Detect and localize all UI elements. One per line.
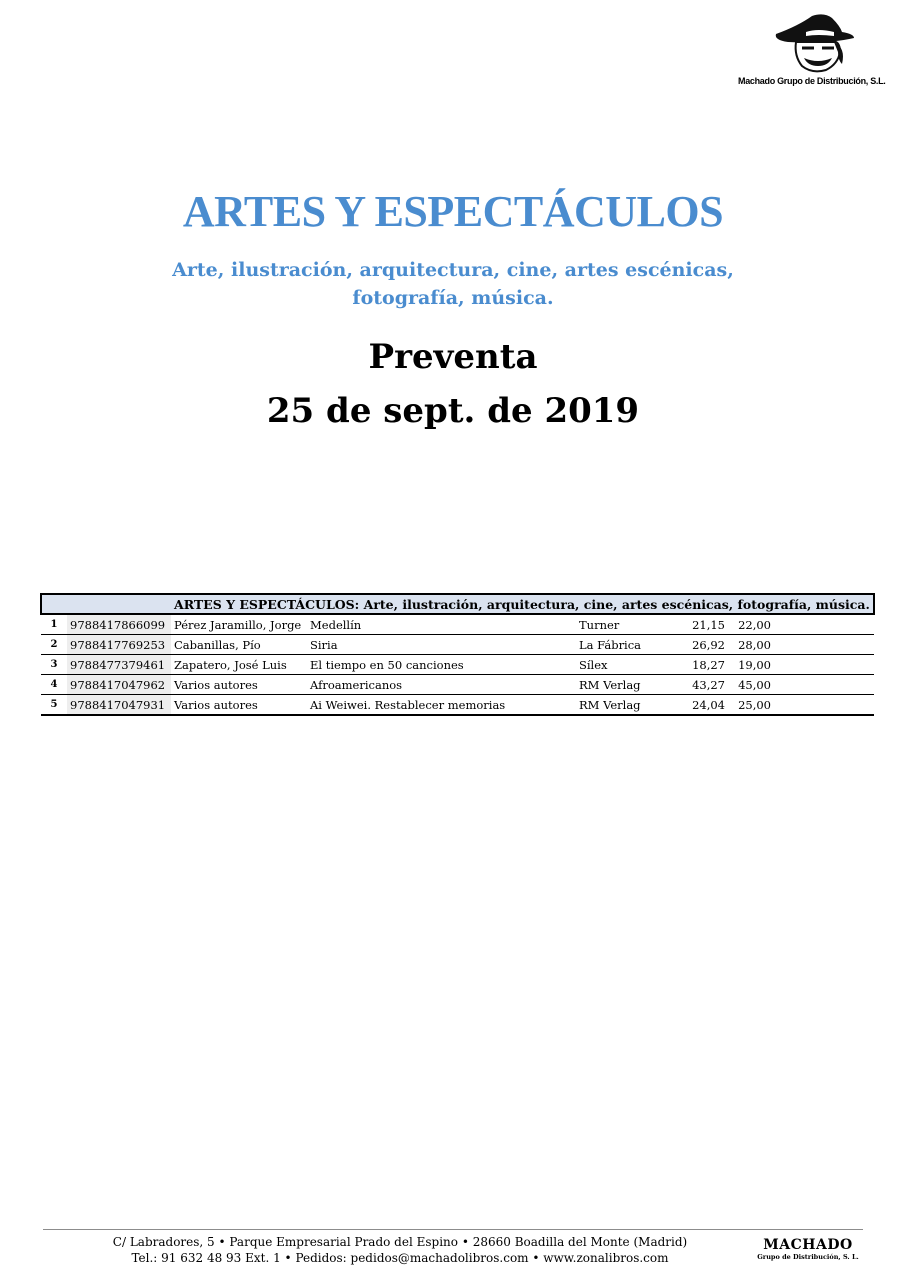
publisher-cell: RM Verlag (576, 675, 682, 695)
catalog-table (40, 593, 875, 716)
price-net-cell: 26,92 (682, 635, 728, 655)
preventa-label: Preventa (368, 337, 538, 377)
title-cell: Ai Weiwei. Restablecer memorias (307, 695, 576, 716)
brand-subtitle: Grupo de Distribución, S. L. (757, 1253, 859, 1261)
author-cell: Cabanillas, Pío (171, 635, 307, 655)
row-number: 1 (41, 614, 67, 635)
footer-address (100, 1234, 700, 1266)
page-title: ARTES Y ESPECTÁCULOS (182, 187, 724, 236)
author-cell: Varios autores (171, 675, 307, 695)
publisher-cell: RM Verlag (576, 695, 682, 716)
hat-man-logo-icon (768, 12, 858, 76)
table-heading: ARTES Y ESPECTÁCULOS: Arte, ilustración, arquitectura, cine, artes escénicas, fotografía, música. (171, 594, 874, 614)
table-row (41, 695, 874, 716)
title-cell: El tiempo en 50 canciones (307, 655, 576, 675)
table-row (41, 614, 874, 635)
publisher-cell: La Fábrica (576, 635, 682, 655)
title-cell: Afroamericanos (307, 675, 576, 695)
price-cell: 22,00 (728, 614, 774, 635)
price-cell: 25,00 (728, 695, 774, 716)
row-number: 2 (41, 635, 67, 655)
price-cell: 28,00 (728, 635, 774, 655)
publisher-cell: Turner (576, 614, 682, 635)
contact-line: Tel.: 91 632 48 93 Ext. 1 • Pedidos: pedidos@machadolibros.com • www.zonalibros.com (131, 1251, 669, 1265)
page-subtitle: Arte, ilustración, arquitectura, cine, artes escénicas, fotografía, música. (172, 259, 734, 309)
company-logo (738, 10, 884, 94)
publisher-cell: Sílex (576, 655, 682, 675)
author-cell: Pérez Jaramillo, Jorge (171, 614, 307, 635)
address-line: C/ Labradores, 5 • Parque Empresarial Prado del Espino • 28660 Boadilla del Monte (Madrid) (112, 1235, 688, 1249)
isbn-cell: 9788417047962 (67, 675, 171, 695)
price-net-cell: 24,04 (682, 695, 728, 716)
price-net-cell: 43,27 (682, 675, 728, 695)
isbn-cell: 9788417769253 (67, 635, 171, 655)
brand-name: MACHADO (763, 1237, 853, 1253)
preventa-block (0, 330, 906, 438)
row-number: 5 (41, 695, 67, 716)
row-number: 4 (41, 675, 67, 695)
price-net-cell: 21,15 (682, 614, 728, 635)
isbn-cell: 9788417866099 (67, 614, 171, 635)
table-row (41, 675, 874, 695)
price-cell: 45,00 (728, 675, 774, 695)
isbn-cell: 9788417047931 (67, 695, 171, 716)
author-cell: Zapatero, José Luis (171, 655, 307, 675)
footer-brand (752, 1237, 864, 1261)
table-heading-row (41, 594, 874, 614)
author-cell: Varios autores (171, 695, 307, 716)
table-row (41, 655, 874, 675)
logo-caption: Machado Grupo de Distribución, S.L. (738, 76, 886, 86)
footer-divider (43, 1229, 863, 1230)
title-cell: Medellín (307, 614, 576, 635)
row-number: 3 (41, 655, 67, 675)
table-row (41, 635, 874, 655)
preventa-date: 25 de sept. de 2019 (266, 391, 640, 431)
price-cell: 19,00 (728, 655, 774, 675)
title-cell: Siria (307, 635, 576, 655)
price-net-cell: 18,27 (682, 655, 728, 675)
isbn-cell: 9788477379461 (67, 655, 171, 675)
